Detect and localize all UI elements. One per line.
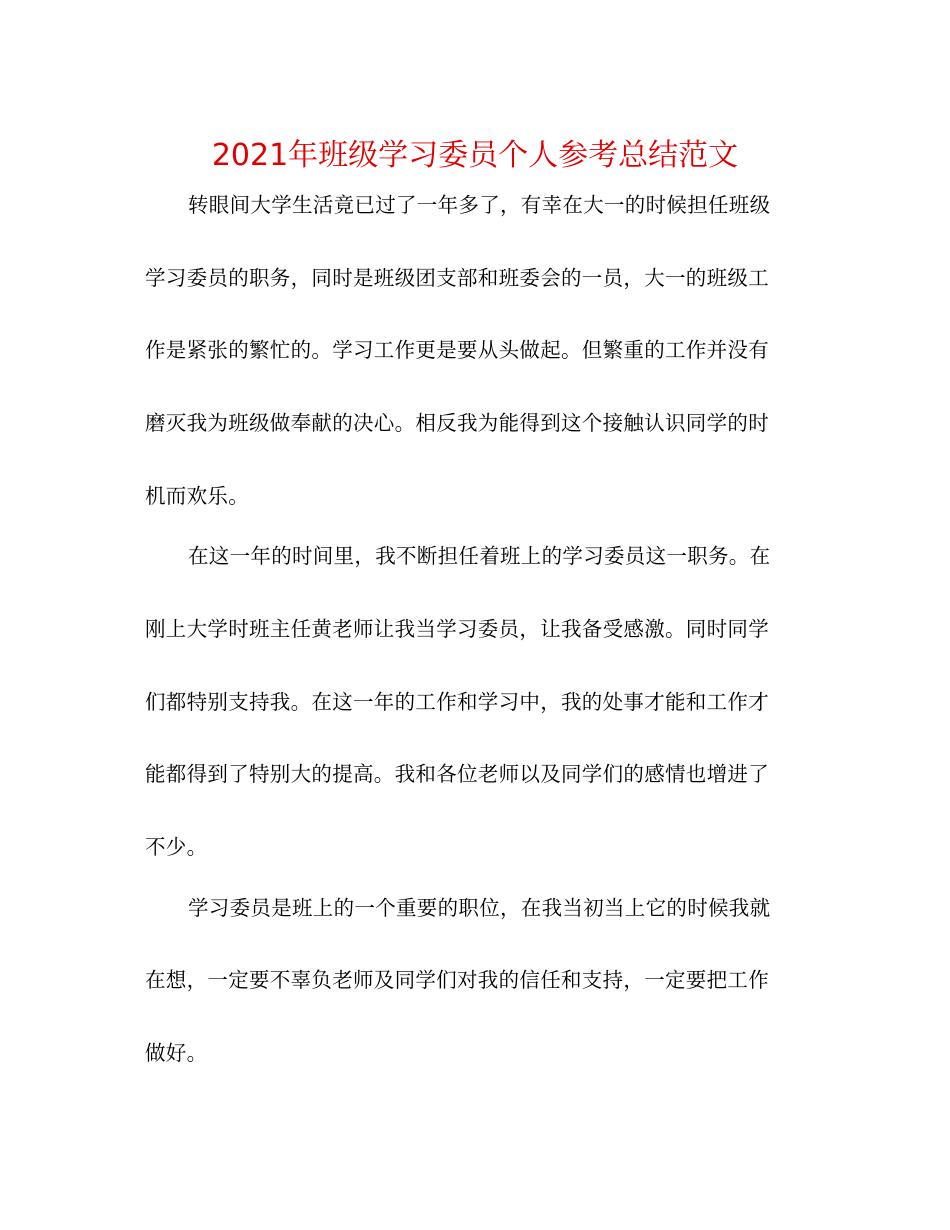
paragraph-2-line-5: 不少。 [145,835,208,859]
paragraph-1-line-1: 转眼间大学生活竟已过了一年多了，有幸在大一的时候担任班级 [188,193,771,217]
paragraph-3-line-2: 在想，一定要不辜负老师及同学们对我的信任和支持，一定要把工作 [145,968,769,992]
paragraph-1-line-4: 磨灭我为班级做奉献的决心。相反我为能得到这个接触认识同学的时 [145,411,769,435]
document-title: 2021年班级学习委员个人参考总结范文 [211,138,739,173]
paragraph-1-line-3: 作是紧张的繁忙的。学习工作更是要从头做起。但繁重的工作并没有 [145,338,769,362]
paragraph-2-line-4: 能都得到了特别大的提高。我和各位老师以及同学们的感情也增进了 [145,762,769,786]
paragraph-1-line-5: 机而欢乐。 [145,484,249,508]
paragraph-2-line-1: 在这一年的时间里，我不断担任着班上的学习委员这一职务。在 [188,544,771,568]
paragraph-2-line-2: 刚上大学时班主任黄老师让我当学习委员，让我备受感激。同时同学 [145,617,769,641]
paragraph-3-line-1: 学习委员是班上的一个重要的职位，在我当初当上它的时候我就 [188,896,771,920]
paragraph-2-line-3: 们都特别支持我。在这一年的工作和学习中，我的处事才能和工作才 [145,690,769,714]
paragraph-1-line-2: 学习委员的职务，同时是班级团支部和班委会的一员，大一的班级工 [145,266,769,290]
paragraph-3-line-3: 做好。 [145,1041,208,1065]
